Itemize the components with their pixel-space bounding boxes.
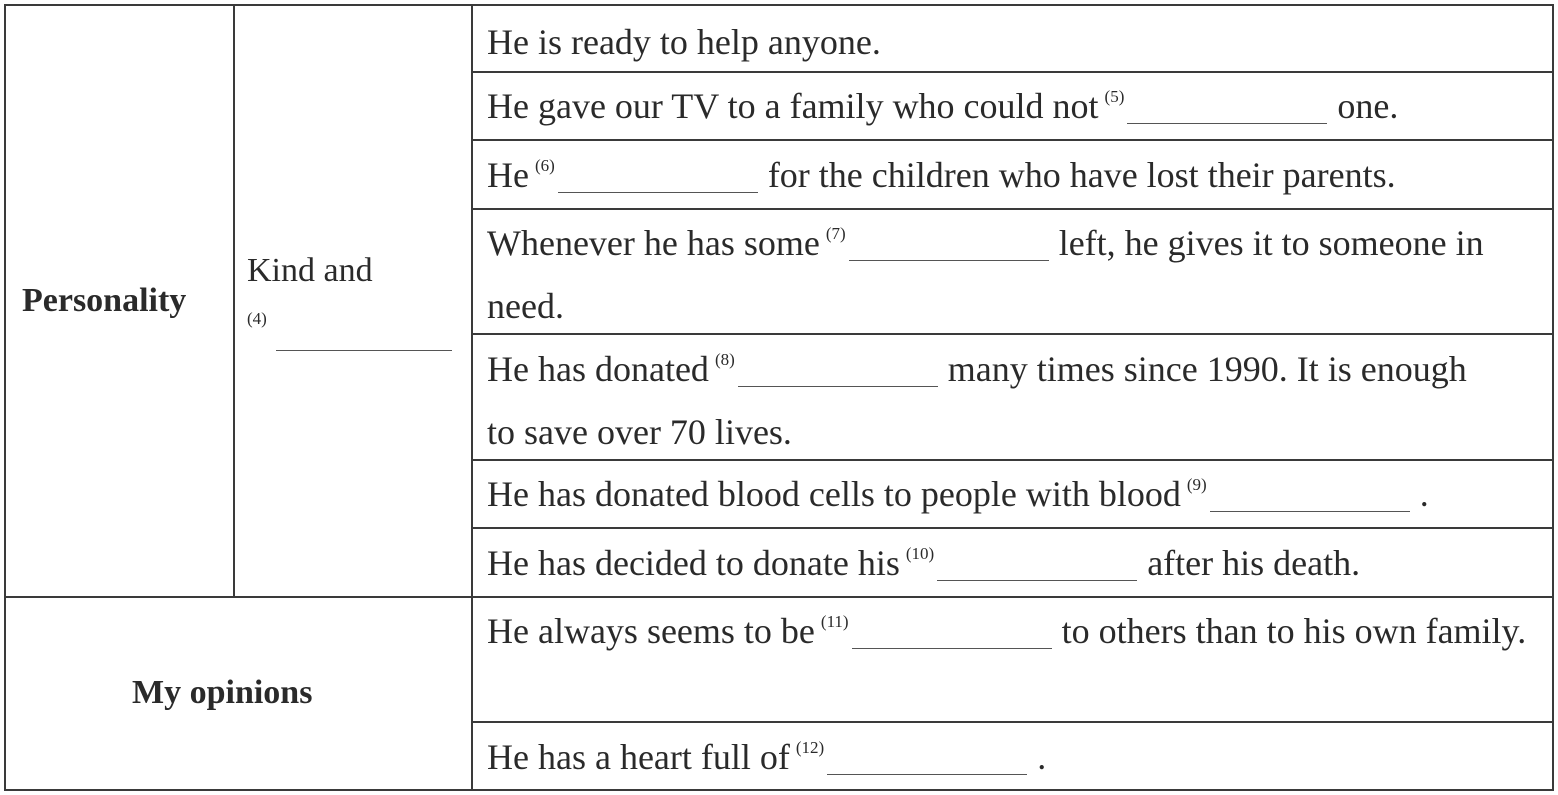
row-8-sentence-start: He always seems to be bbox=[487, 611, 815, 651]
row-3-sentence-start: He bbox=[487, 155, 529, 195]
row-9-sentence-start: He has a heart full of bbox=[487, 737, 790, 777]
table-border-right bbox=[1552, 4, 1554, 791]
row-6-text bbox=[487, 466, 1429, 529]
blank-number-12: (12) bbox=[795, 738, 825, 757]
column-divider-details bbox=[471, 4, 473, 791]
answer-blank-9[interactable] bbox=[1210, 481, 1410, 512]
trait-blank[interactable] bbox=[276, 350, 452, 351]
section-divider bbox=[4, 596, 473, 598]
answer-blank-10[interactable] bbox=[937, 550, 1137, 581]
answer-blank-6[interactable] bbox=[558, 162, 758, 193]
answer-blank-5[interactable] bbox=[1127, 93, 1327, 124]
row-5-sentence-end: many times since 1990. It is enough to save over 70 lives. bbox=[487, 349, 1467, 452]
blank-number-10: (10) bbox=[905, 544, 935, 563]
row-6-sentence-start: He has donated blood cells to people with blood bbox=[487, 474, 1181, 514]
answer-blank-12[interactable] bbox=[827, 744, 1027, 775]
row-2-text bbox=[487, 78, 1398, 141]
row-5-sentence-start: He has donated bbox=[487, 349, 709, 389]
row-4-sentence-end: left, he gives it to someone in need. bbox=[487, 223, 1484, 326]
column-divider-personality bbox=[233, 4, 235, 598]
row-3-sentence-end: for the children who have lost their parents. bbox=[767, 155, 1396, 195]
blank-number-11: (11) bbox=[820, 612, 849, 631]
row-1-text bbox=[487, 14, 881, 70]
row-9-sentence-end: . bbox=[1037, 737, 1047, 777]
row-4-sentence-start: Whenever he has some bbox=[487, 223, 820, 263]
answer-blank-11[interactable] bbox=[852, 618, 1052, 649]
table-border-top bbox=[4, 4, 1554, 6]
blank-number-6: (6) bbox=[534, 156, 555, 175]
blank-number-7: (7) bbox=[825, 224, 846, 243]
blank-number-5: (5) bbox=[1104, 87, 1125, 106]
opinions-label: My opinions bbox=[132, 674, 313, 711]
row-5-text bbox=[487, 341, 1467, 460]
trait-prefix: Kind and bbox=[247, 252, 373, 289]
blank-number-9: (9) bbox=[1186, 475, 1207, 494]
row-2-sentence-end: one. bbox=[1337, 86, 1399, 126]
row-1-sentence: He is ready to help anyone. bbox=[487, 22, 881, 62]
row-4-text bbox=[487, 215, 1545, 334]
row-7-sentence-end: after his death. bbox=[1147, 543, 1361, 583]
row-2-sentence-start: He gave our TV to a family who could not bbox=[487, 86, 1099, 126]
row-7-sentence-start: He has decided to donate his bbox=[487, 543, 900, 583]
row-divider bbox=[471, 71, 1554, 73]
row-6-sentence-end: . bbox=[1419, 474, 1429, 514]
answer-blank-8[interactable] bbox=[738, 356, 938, 387]
row-divider bbox=[471, 721, 1554, 723]
row-9-text bbox=[487, 729, 1046, 792]
blank-number-8: (8) bbox=[714, 350, 735, 369]
table-border-left bbox=[4, 4, 6, 791]
row-8-text bbox=[487, 603, 1527, 666]
trait-blank-number: (4) bbox=[247, 309, 267, 328]
row-3-text bbox=[487, 147, 1396, 210]
row-8-sentence-end: to others than to his own family. bbox=[1061, 611, 1527, 651]
answer-blank-7[interactable] bbox=[849, 230, 1049, 261]
personality-label: Personality bbox=[22, 282, 187, 319]
row-7-text bbox=[487, 535, 1360, 598]
